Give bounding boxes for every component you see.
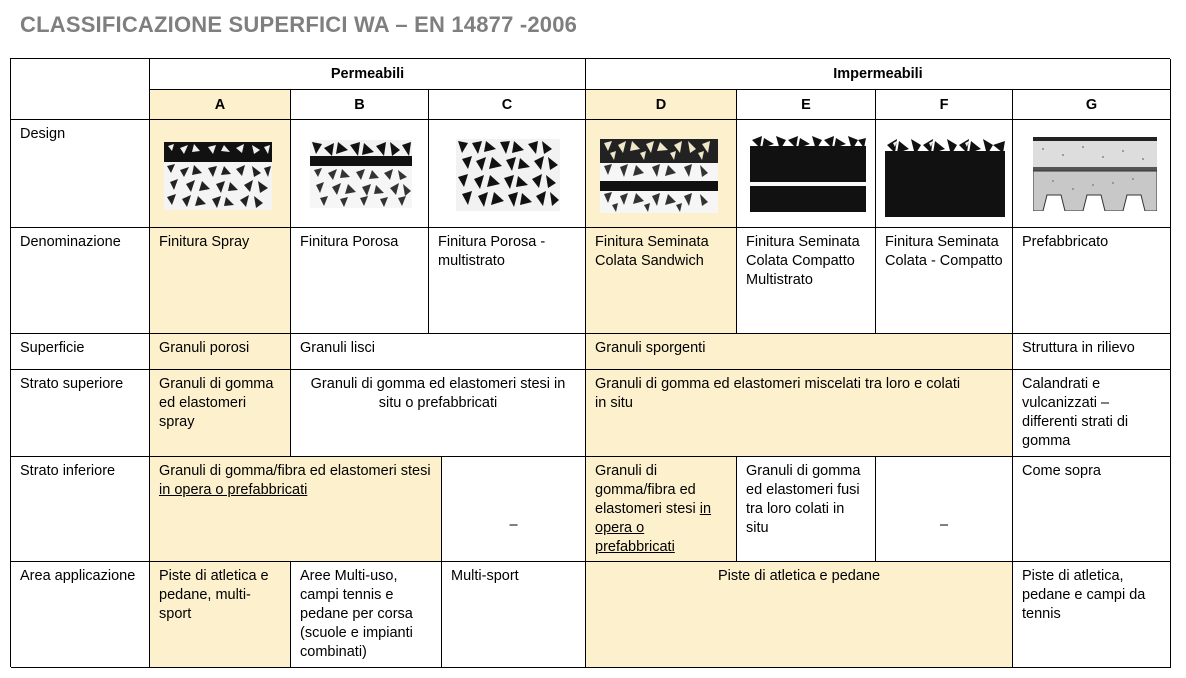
surface-texture-f-image	[885, 139, 1005, 217]
column-header-f: F	[876, 90, 1013, 120]
top-layer-a: Granuli di gomma ed elastomeri spray	[150, 370, 291, 457]
design-d	[586, 120, 737, 228]
top-layer-g: Calandrati e vulcanizzati – differenti strati di gomma	[1013, 370, 1171, 457]
column-header-a: A	[150, 90, 291, 120]
page-title: CLASSIFICAZIONE SUPERFICI WA – EN 14877 -2006	[20, 12, 578, 37]
column-header-b: B	[291, 90, 429, 120]
name-e: Finitura Seminata Colata Compatto Multistrato	[737, 228, 876, 334]
design-e	[737, 120, 876, 228]
surface-texture-e-image	[750, 136, 866, 212]
surface-texture-b-image	[310, 140, 412, 208]
surface-texture-g-image	[1033, 137, 1157, 211]
column-header-d: D	[586, 90, 737, 120]
bottom-layer-d	[586, 457, 737, 562]
row-label-top-layer: Strato superiore	[11, 370, 150, 457]
column-header-g: G	[1013, 90, 1171, 120]
corner-cell	[11, 59, 150, 120]
group-header-impermeable: Impermeabili	[586, 59, 1171, 90]
row-label-bottom-layer: Strato inferiore	[11, 457, 150, 562]
area-def: Piste di atletica e pedane	[586, 562, 1013, 668]
name-g: Prefabbricato	[1013, 228, 1171, 334]
row-label-area: Area applicazione	[11, 562, 150, 668]
design-b	[291, 120, 429, 228]
row-label-surface: Superficie	[11, 334, 150, 370]
group-header-permeable: Permeabili	[150, 59, 586, 90]
column-header-e: E	[737, 90, 876, 120]
surface-texture-d-image	[600, 139, 718, 213]
bottom-layer-e: Granuli di gomma ed elastomeri fusi tra loro colati in situ	[737, 457, 876, 562]
surface-bc: Granuli lisci	[291, 334, 586, 370]
bottom-layer-d-text: Granuli di gomma/fibra ed elastomeri stesi	[595, 463, 696, 517]
surface-texture-c-image	[456, 139, 560, 211]
bottom-layer-d-underlined: in opera o prefabbricati	[595, 501, 712, 555]
surface-texture-a-image	[164, 142, 272, 210]
bottom-layer-f: –	[876, 457, 1013, 562]
bottom-layer-c: –	[442, 457, 586, 562]
bottom-layer-ab	[150, 457, 442, 562]
row-label-design: Design	[11, 120, 150, 228]
classification-table	[10, 58, 1170, 667]
design-f	[876, 120, 1013, 228]
area-b: Aree Multi-uso, campi tennis e pedane per corsa (scuole e impianti combinati)	[291, 562, 442, 668]
top-layer-bc: Granuli di gomma ed elastomeri stesi in situ o prefabbricati	[291, 370, 586, 457]
name-a: Finitura Spray	[150, 228, 291, 334]
row-label-name: Denominazione	[11, 228, 150, 334]
design-a	[150, 120, 291, 228]
name-f: Finitura Seminata Colata - Compatto	[876, 228, 1013, 334]
bottom-layer-g: Come sopra	[1013, 457, 1171, 562]
area-a: Piste di atletica e pedane, multi-sport	[150, 562, 291, 668]
surface-def: Granuli sporgenti	[586, 334, 1013, 370]
design-c	[429, 120, 586, 228]
design-g	[1013, 120, 1171, 228]
bottom-layer-ab-text: Granuli di gomma/fibra ed elastomeri stesi	[159, 463, 431, 479]
area-c: Multi-sport	[442, 562, 586, 668]
column-header-c: C	[429, 90, 586, 120]
top-layer-def: Granuli di gomma ed elastomeri miscelati tra loro e colati in situ	[586, 370, 1013, 457]
area-g: Piste di atletica, pedane e campi da tennis	[1013, 562, 1171, 668]
bottom-layer-ab-underlined: in opera o prefabbricati	[159, 482, 308, 498]
surface-g: Struttura in rilievo	[1013, 334, 1171, 370]
surface-a: Granuli porosi	[150, 334, 291, 370]
name-d: Finitura Seminata Colata Sandwich	[586, 228, 737, 334]
name-b: Finitura Porosa	[291, 228, 429, 334]
name-c: Finitura Porosa - multistrato	[429, 228, 586, 334]
